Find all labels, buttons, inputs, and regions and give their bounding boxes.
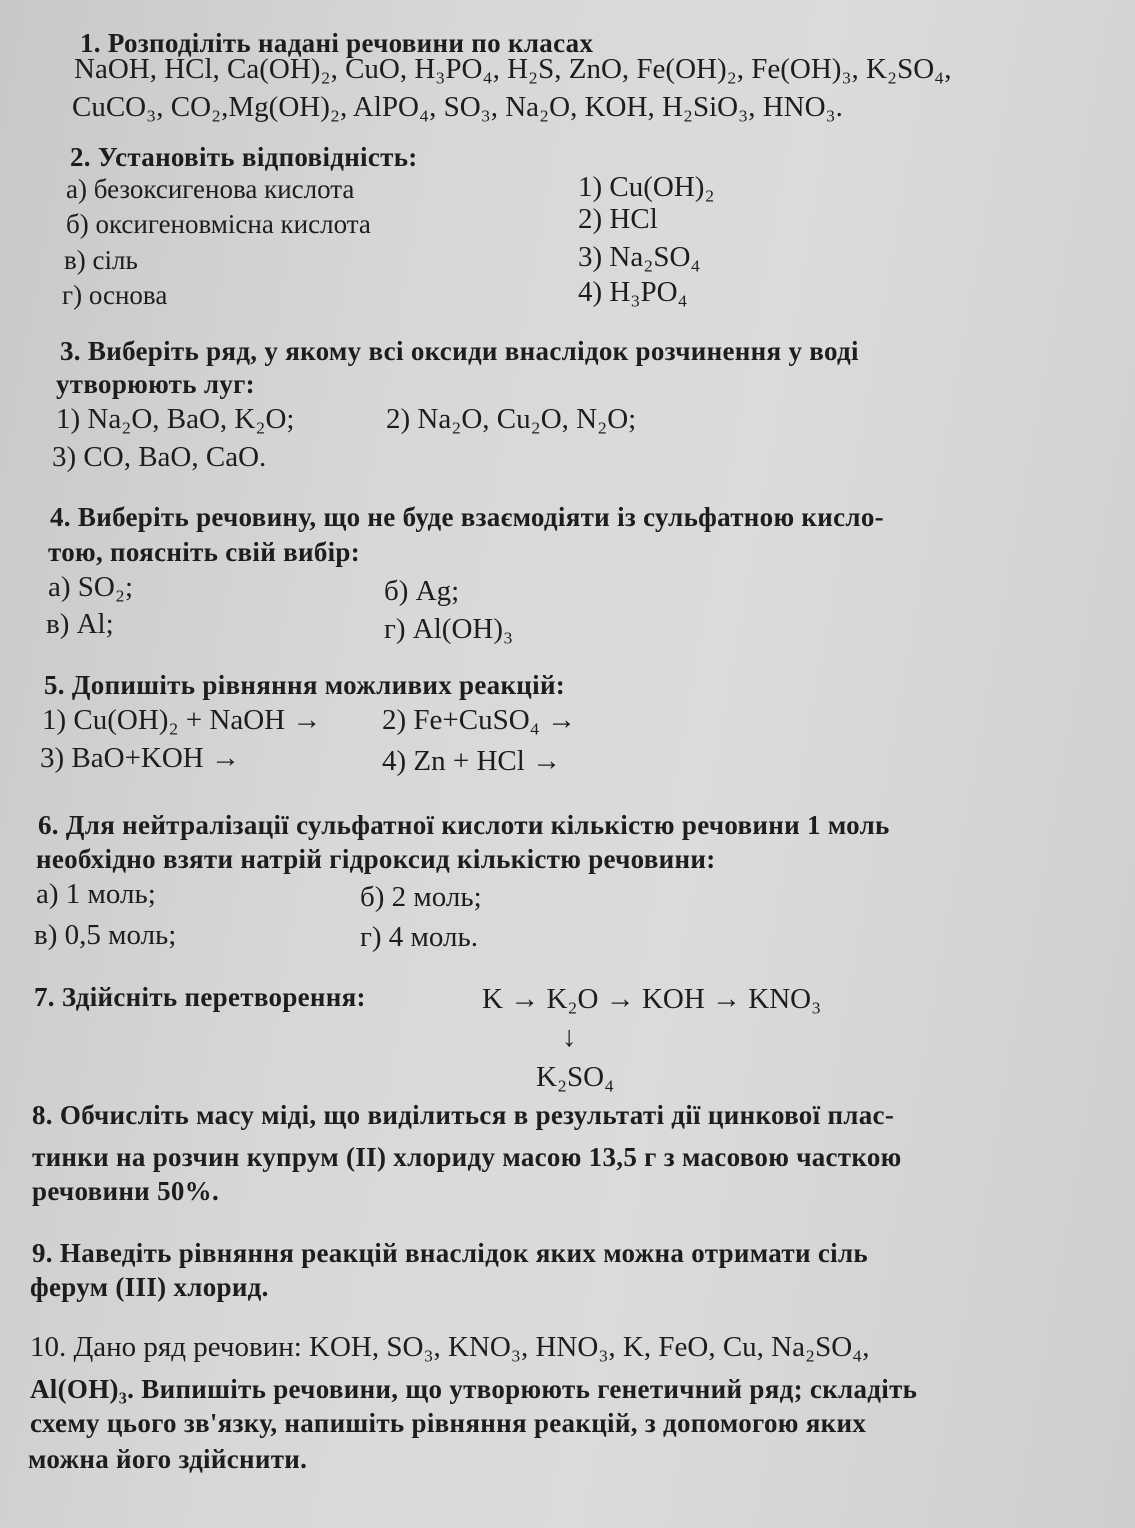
q5-reaction-1: 1) Cu(OH)₂ + NaOH → — [42, 704, 322, 736]
q4-title-line2: тою, поясніть свій вибір: — [48, 537, 361, 567]
q7-branch-product: K₂SO₄ — [536, 1061, 615, 1093]
q2-left-d: г) основа — [62, 280, 168, 310]
q1-substances-line2: CuCO₃, CO₂,Mg(OH)₂, AlPO₄, SO₃, Na₂O, KOH, H₂SiO₃, HNO₃. — [72, 91, 843, 123]
q6-title-line1: 6. Для нейтралізації сульфатної кислоти кількістю речовини 1 моль — [38, 810, 890, 840]
q10-line4: можна його здійснити. — [28, 1444, 308, 1474]
q2-left-c: в) сіль — [64, 245, 138, 275]
q2-right-4: 4) H₃PO₄ — [578, 276, 688, 308]
q10-line3: схему цього зв'язку, напишіть рівняння реакцій, з допомогою яких — [30, 1408, 867, 1438]
q6-option-a: а) 1 моль; — [36, 878, 156, 910]
q4-option-d: г) Al(OH)₃ — [384, 613, 514, 645]
q4-option-c: в) Al; — [46, 608, 114, 640]
q5-reaction-2: 2) Fe+CuSO₄ → — [382, 704, 577, 736]
q2-right-2: 2) HCl — [578, 203, 658, 235]
q10-line1: 10. Дано ряд речовин: KOH, SO₃, KNO₃, HNO₃, K, FeO, Cu, Na₂SO₄, — [30, 1331, 870, 1363]
q5-reaction-3: 3) BaO+KOH → — [40, 742, 240, 774]
q5-title: 5. Допишіть рівняння можливих реакцій: — [44, 670, 566, 700]
q2-right-1: 1) Cu(OH)₂ — [578, 171, 715, 203]
q3-option-1: 1) Na₂O, BaO, K₂O; — [56, 403, 295, 435]
q3-option-2: 2) Na₂O, Cu₂O, N₂O; — [386, 403, 637, 435]
q3-title-line2: утворюють луг: — [56, 369, 255, 399]
q2-title: 2. Установіть відповідність: — [70, 142, 418, 172]
q5-reaction-4: 4) Zn + HCl → — [382, 745, 562, 777]
q6-option-d: г) 4 моль. — [360, 921, 478, 953]
q4-option-b: б) Ag; — [384, 575, 460, 607]
q7-branch-arrow: ↓ — [562, 1021, 577, 1053]
q6-option-c: в) 0,5 моль; — [34, 919, 177, 951]
q8-line1: 8. Обчисліть масу міді, що виділиться в результаті дії цинкової плас- — [32, 1100, 895, 1130]
q8-line2: тинки на розчин купрум (II) хлориду масою 13,5 г з масовою часткою — [32, 1142, 902, 1172]
q6-title-line2: необхідно взяти натрій гідроксид кількістю речовини: — [36, 844, 716, 874]
q2-right-3: 3) Na₂SO₄ — [578, 241, 701, 273]
q1-title: 1. Розподіліть надані речовини по класах — [80, 28, 594, 58]
q9-line2: ферум (III) хлорид. — [30, 1272, 269, 1302]
q3-option-3: 3) CO, BaO, CaO. — [52, 441, 267, 473]
q10-line2: Al(OH)₃. Випишіть речовини, що утворюють генетичний ряд; складіть — [30, 1374, 918, 1404]
q3-title-text: 3. Виберіть ряд, у якому всі оксиди внаслідок розчинення у воді — [60, 336, 859, 366]
q6-option-b: б) 2 моль; — [360, 881, 482, 913]
q7-chain: K → K₂O → KOH → KNO₃ — [482, 983, 822, 1015]
q4-title-line1: 4. Виберіть речовину, що не буде взаємодіяти із сульфатною кисло- — [50, 502, 884, 532]
q1-substances-line1: NaOH, HCl, Ca(OH)₂, CuO, H₃PO₄, H₂S, ZnO, Fe(OH)₂, Fe(OH)₃, K₂SO₄, — [74, 53, 952, 85]
q2-left-b: б) оксигеновмісна кислота — [66, 209, 371, 239]
q7-title: 7. Здійсніть перетворення: — [34, 982, 366, 1012]
q4-option-a: а) SO₂; — [48, 571, 134, 603]
q8-line3: речовини 50%. — [32, 1176, 220, 1206]
q3-title-line1 — [60, 334, 1060, 368]
q2-left-a: а) безоксигенова кислота — [66, 174, 355, 204]
q9-line1: 9. Наведіть рівняння реакцій внаслідок яких можна отримати сіль — [32, 1238, 868, 1268]
